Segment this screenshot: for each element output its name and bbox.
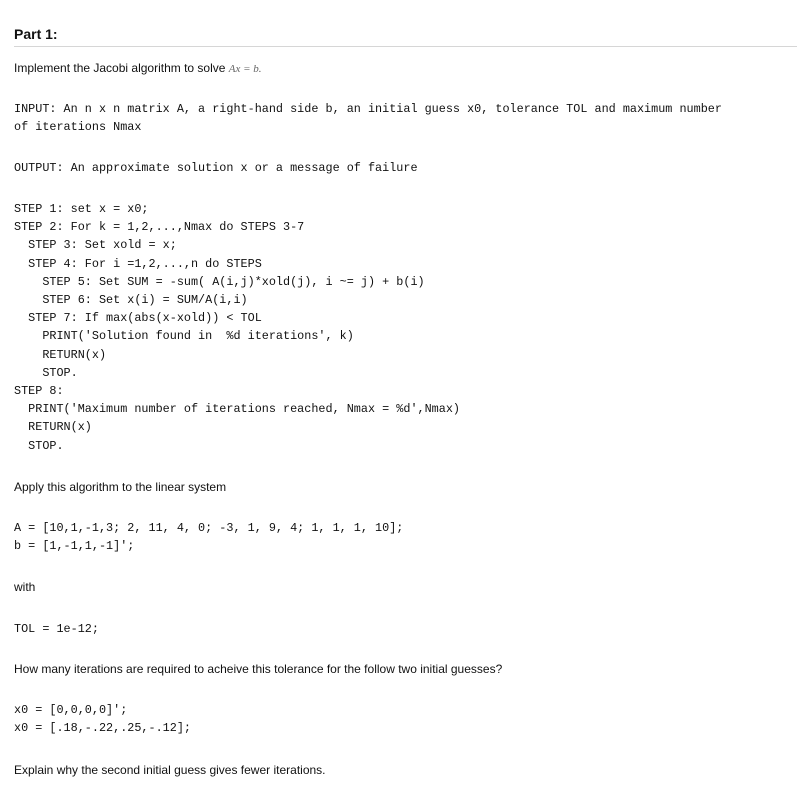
- step-line: STEP 5: Set SUM = -sum( A(i,j)*xold(j), i ~= j) + b(i): [14, 274, 425, 289]
- intro-equation: Ax = b.: [228, 63, 262, 75]
- output-block: [14, 159, 418, 177]
- with-paragraph: with: [14, 580, 36, 594]
- system-block: [14, 519, 403, 555]
- initial-guesses-block: [14, 701, 191, 737]
- step-line: RETURN(x): [14, 420, 92, 435]
- algorithm-steps: [14, 200, 460, 455]
- step-line: STEP 6: Set x(i) = SUM/A(i,i): [14, 293, 248, 308]
- apply-paragraph: Apply this algorithm to the linear system: [14, 480, 227, 494]
- tolerance-line: TOL = 1e-12;: [14, 622, 99, 636]
- system-line: A = [10,1,-1,3; 2, 11, 4, 0; -3, 1, 9, 4; 1, 1, 1, 10];: [14, 521, 404, 535]
- question-paragraph: How many iterations are required to acheive this tolerance for the follow two initial guesses?: [14, 662, 503, 676]
- step-line: PRINT('Maximum number of iterations reached, Nmax = %d',Nmax): [14, 402, 460, 417]
- output-line: OUTPUT: An approximate solution x or a message of failure: [14, 161, 418, 175]
- explain-paragraph: Explain why the second initial guess gives fewer iterations.: [14, 763, 326, 777]
- intro-paragraph: [14, 61, 262, 75]
- heading-divider: [14, 46, 797, 47]
- step-line: RETURN(x): [14, 347, 107, 362]
- tolerance-block: [14, 620, 99, 638]
- step-line: STEP 8:: [14, 384, 64, 399]
- step-line: PRINT('Solution found in %d iterations', k): [14, 329, 354, 344]
- input-line: of iterations Nmax: [14, 120, 142, 135]
- input-line: INPUT: An n x n matrix A, a right-hand side b, an initial guess x0, tolerance TOL and maximum number: [14, 102, 722, 116]
- intro-text: Implement the Jacobi algorithm to solve: [14, 61, 229, 75]
- step-line: STOP.: [14, 365, 78, 380]
- step-line: STEP 2: For k = 1,2,...,Nmax do STEPS 3-7: [14, 220, 305, 235]
- step-line: STEP 3: Set xold = x;: [14, 238, 177, 253]
- step-line: STEP 4: For i =1,2,...,n do STEPS: [14, 256, 262, 271]
- guess-line: x0 = [0,0,0,0]';: [14, 703, 128, 717]
- step-line: STEP 7: If max(abs(x-xold)) < TOL: [14, 311, 262, 326]
- guess-line: x0 = [.18,-.22,.25,-.12];: [14, 721, 191, 736]
- part-heading: Part 1:: [14, 26, 58, 42]
- input-block: [14, 100, 722, 136]
- step-line: STOP.: [14, 438, 64, 453]
- system-line: b = [1,-1,1,-1]';: [14, 539, 135, 554]
- step-line: STEP 1: set x = x0;: [14, 202, 149, 216]
